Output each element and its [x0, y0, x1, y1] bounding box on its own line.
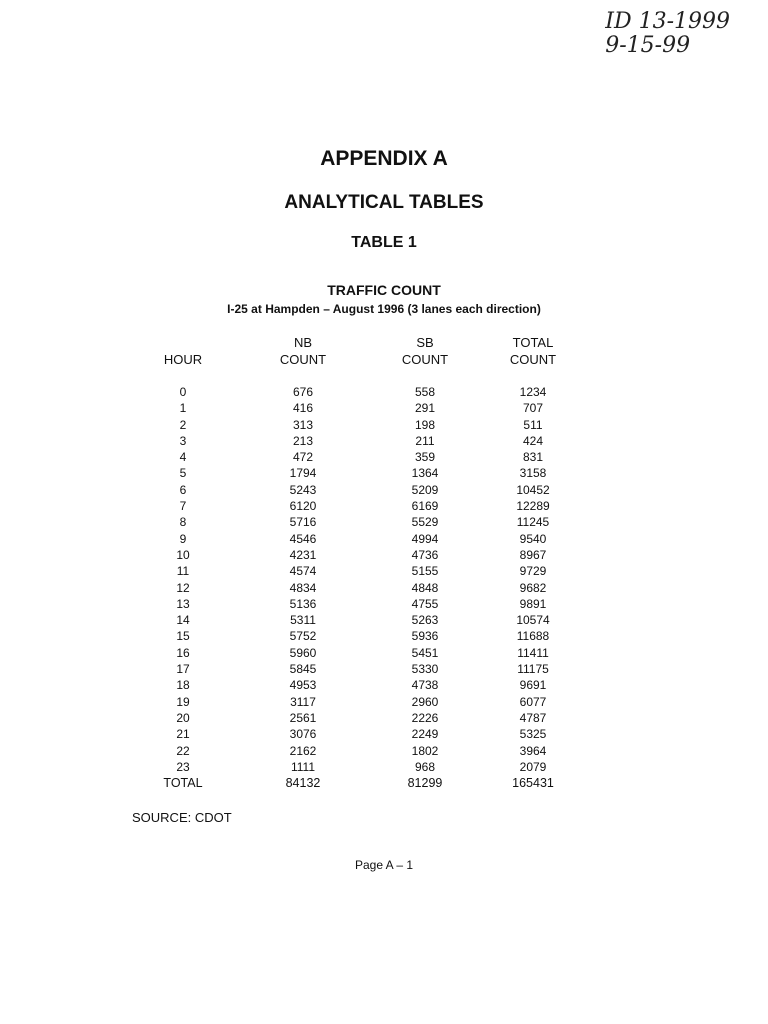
hour-cell: 18: [176, 678, 190, 693]
table-row: [0, 759, 768, 775]
sb-count-cell: 5451: [411, 645, 439, 660]
sb-count-cell: 4848: [411, 580, 439, 595]
hour-cell: 15: [176, 629, 190, 644]
total-hour-cell: TOTAL: [163, 776, 203, 791]
hour-cell: 22: [176, 743, 190, 758]
table-row: [0, 726, 768, 742]
hour-cell: 3: [179, 433, 187, 448]
sb-count-cell: 5263: [411, 613, 439, 628]
table-number: TABLE 1: [351, 234, 417, 251]
total-count-cell: 2079: [519, 759, 547, 774]
table-row: [0, 710, 768, 726]
table-body: [0, 384, 768, 791]
nb-count-cell: 213: [292, 433, 314, 448]
nb-count-cell: 676: [292, 385, 314, 399]
nb-count-cell: 4574: [289, 564, 317, 579]
total-count-cell: 9540: [519, 531, 547, 546]
total-count-cell: 3158: [519, 466, 547, 481]
handwritten-note: [605, 10, 730, 58]
sb-count-cell: 2249: [411, 727, 439, 742]
total-count-cell: 3964: [519, 743, 547, 758]
nb-count-cell: 5136: [289, 596, 317, 611]
nb-count-cell: 5845: [289, 662, 317, 677]
hour-cell: 12: [176, 580, 190, 595]
sb-count-cell: 5209: [411, 482, 439, 497]
table-row: [0, 563, 768, 579]
sb-count-cell: 968: [414, 759, 436, 774]
table-row: [0, 694, 768, 710]
table-row: [0, 514, 768, 530]
table-row: [0, 677, 768, 693]
table-subtitle: I-25 at Hampden – August 1996 (3 lanes each direction): [227, 302, 541, 316]
total-count-cell: 9691: [519, 678, 547, 693]
table-title: TRAFFIC COUNT: [327, 282, 441, 298]
hour-cell: 19: [176, 694, 190, 709]
handwritten-id: ID 13-1999: [605, 9, 730, 34]
sb-count-cell: 359: [414, 450, 436, 465]
nb-count-cell: 4231: [289, 547, 317, 562]
table-row: [0, 661, 768, 677]
nb-count-cell: 4546: [289, 531, 317, 546]
total-nb-count-cell: 84132: [285, 776, 321, 791]
column-header-total: [498, 334, 568, 368]
sb-count-cell: 1802: [411, 743, 439, 758]
total-count-cell: 9729: [519, 564, 547, 579]
total-count-cell: 11175: [517, 662, 549, 677]
hour-cell: 7: [179, 499, 187, 514]
sb-count-cell: 4738: [411, 678, 439, 693]
appendix-heading: APPENDIX A: [320, 147, 448, 170]
hour-cell: 8: [179, 515, 187, 530]
sb-count-cell: 5529: [411, 515, 439, 530]
sb-count-cell: 5330: [411, 662, 439, 677]
hour-cell: 1: [179, 401, 187, 416]
total-count-cell: 831: [522, 450, 544, 465]
sb-count-cell: 2960: [411, 694, 439, 709]
hour-cell: 9: [179, 531, 187, 546]
column-header-nb-line1: NB: [293, 335, 313, 350]
total-count-cell: 10452: [516, 482, 550, 497]
total-sb-count-cell: 81299: [407, 776, 443, 791]
table-row: [0, 580, 768, 596]
total-count-cell: 424: [522, 433, 544, 448]
nb-count-cell: 3117: [290, 694, 316, 709]
hour-cell: 6: [179, 482, 187, 497]
table-row: [0, 465, 768, 481]
total-count-cell: 9891: [519, 596, 547, 611]
source-note: SOURCE: CDOT: [132, 810, 232, 825]
hour-cell: 20: [176, 710, 190, 725]
sb-count-cell: 2226: [411, 710, 439, 725]
total-total-count-cell: 165431: [512, 776, 554, 791]
nb-count-cell: 416: [292, 401, 314, 416]
total-count-cell: 4787: [519, 710, 547, 725]
column-header-nb: [268, 334, 338, 368]
table-row: [0, 384, 768, 400]
sb-count-cell: 1364: [411, 466, 439, 481]
sb-count-cell: 4736: [411, 547, 439, 562]
hour-cell: 0: [179, 385, 187, 399]
hour-cell: 16: [176, 645, 190, 660]
column-header-hour: HOUR: [163, 352, 203, 367]
column-header-sb-line2: COUNT: [401, 352, 449, 367]
hour-cell: 11: [176, 564, 190, 579]
table-row: [0, 628, 768, 644]
table-row: [0, 612, 768, 628]
column-header-total-line2: COUNT: [509, 352, 557, 367]
sb-count-cell: 5936: [411, 629, 439, 644]
nb-count-cell: 4953: [289, 678, 317, 693]
sb-count-cell: 198: [414, 417, 436, 432]
table-row: [0, 482, 768, 498]
hour-cell: 14: [176, 613, 190, 628]
nb-count-cell: 5716: [289, 515, 317, 530]
table-row: [0, 417, 768, 433]
total-count-cell: 707: [522, 401, 544, 416]
hour-cell: 5: [179, 466, 187, 481]
nb-count-cell: 3076: [289, 727, 317, 742]
total-count-cell: 11688: [516, 629, 550, 644]
hour-cell: 4: [179, 450, 187, 465]
page-number: Page A – 1: [354, 858, 414, 872]
nb-count-cell: 2162: [289, 743, 317, 758]
nb-count-cell: 4834: [289, 580, 317, 595]
table-row: [0, 433, 768, 449]
hour-cell: 13: [176, 596, 190, 611]
handwritten-date: 9-15-99: [605, 33, 691, 58]
total-count-cell: 11245: [516, 515, 550, 530]
sb-count-cell: 558: [414, 385, 436, 399]
total-count-cell: 511: [523, 417, 543, 432]
nb-count-cell: 2561: [289, 710, 317, 725]
total-count-cell: 10574: [516, 613, 550, 628]
table-row: [0, 596, 768, 612]
sb-count-cell: 211: [415, 433, 435, 448]
nb-count-cell: 6120: [289, 499, 317, 514]
column-header-sb: [390, 334, 460, 368]
nb-count-cell: 5243: [289, 482, 317, 497]
total-count-cell: 9682: [519, 580, 547, 595]
nb-count-cell: 5311: [290, 613, 316, 628]
total-count-cell: 8967: [519, 547, 547, 562]
table-row: [0, 743, 768, 759]
table-row: [0, 645, 768, 661]
hour-cell: 2: [179, 417, 187, 432]
nb-count-cell: 5752: [289, 629, 317, 644]
total-count-cell: 12289: [516, 499, 550, 514]
sb-count-cell: 5155: [411, 564, 439, 579]
table-row: [0, 400, 768, 416]
table-row: [0, 531, 768, 547]
table-row: [0, 449, 768, 465]
sb-count-cell: 4994: [411, 531, 439, 546]
total-count-cell: 6077: [519, 694, 547, 709]
table-row: [0, 498, 768, 514]
hour-cell: 23: [176, 759, 190, 774]
nb-count-cell: 472: [292, 450, 314, 465]
hour-cell: 17: [176, 662, 190, 677]
totals-row: [0, 775, 768, 791]
column-header-sb-line1: SB: [416, 335, 434, 350]
table-row: [0, 547, 768, 563]
total-count-cell: 11411: [517, 645, 549, 660]
column-header-total-line1: TOTAL: [512, 335, 554, 350]
sb-count-cell: 4755: [411, 596, 439, 611]
hour-cell: 10: [176, 547, 190, 562]
total-count-cell: 1234: [519, 385, 547, 399]
sb-count-cell: 291: [414, 401, 436, 416]
nb-count-cell: 5960: [289, 645, 317, 660]
column-header-nb-line2: COUNT: [279, 352, 327, 367]
nb-count-cell: 313: [292, 417, 314, 432]
nb-count-cell: 1794: [289, 466, 317, 481]
total-count-cell: 5325: [519, 727, 547, 742]
nb-count-cell: 1111: [290, 759, 316, 774]
hour-cell: 21: [176, 727, 190, 742]
analytical-tables-heading: ANALYTICAL TABLES: [284, 192, 484, 213]
sb-count-cell: 6169: [411, 499, 439, 514]
